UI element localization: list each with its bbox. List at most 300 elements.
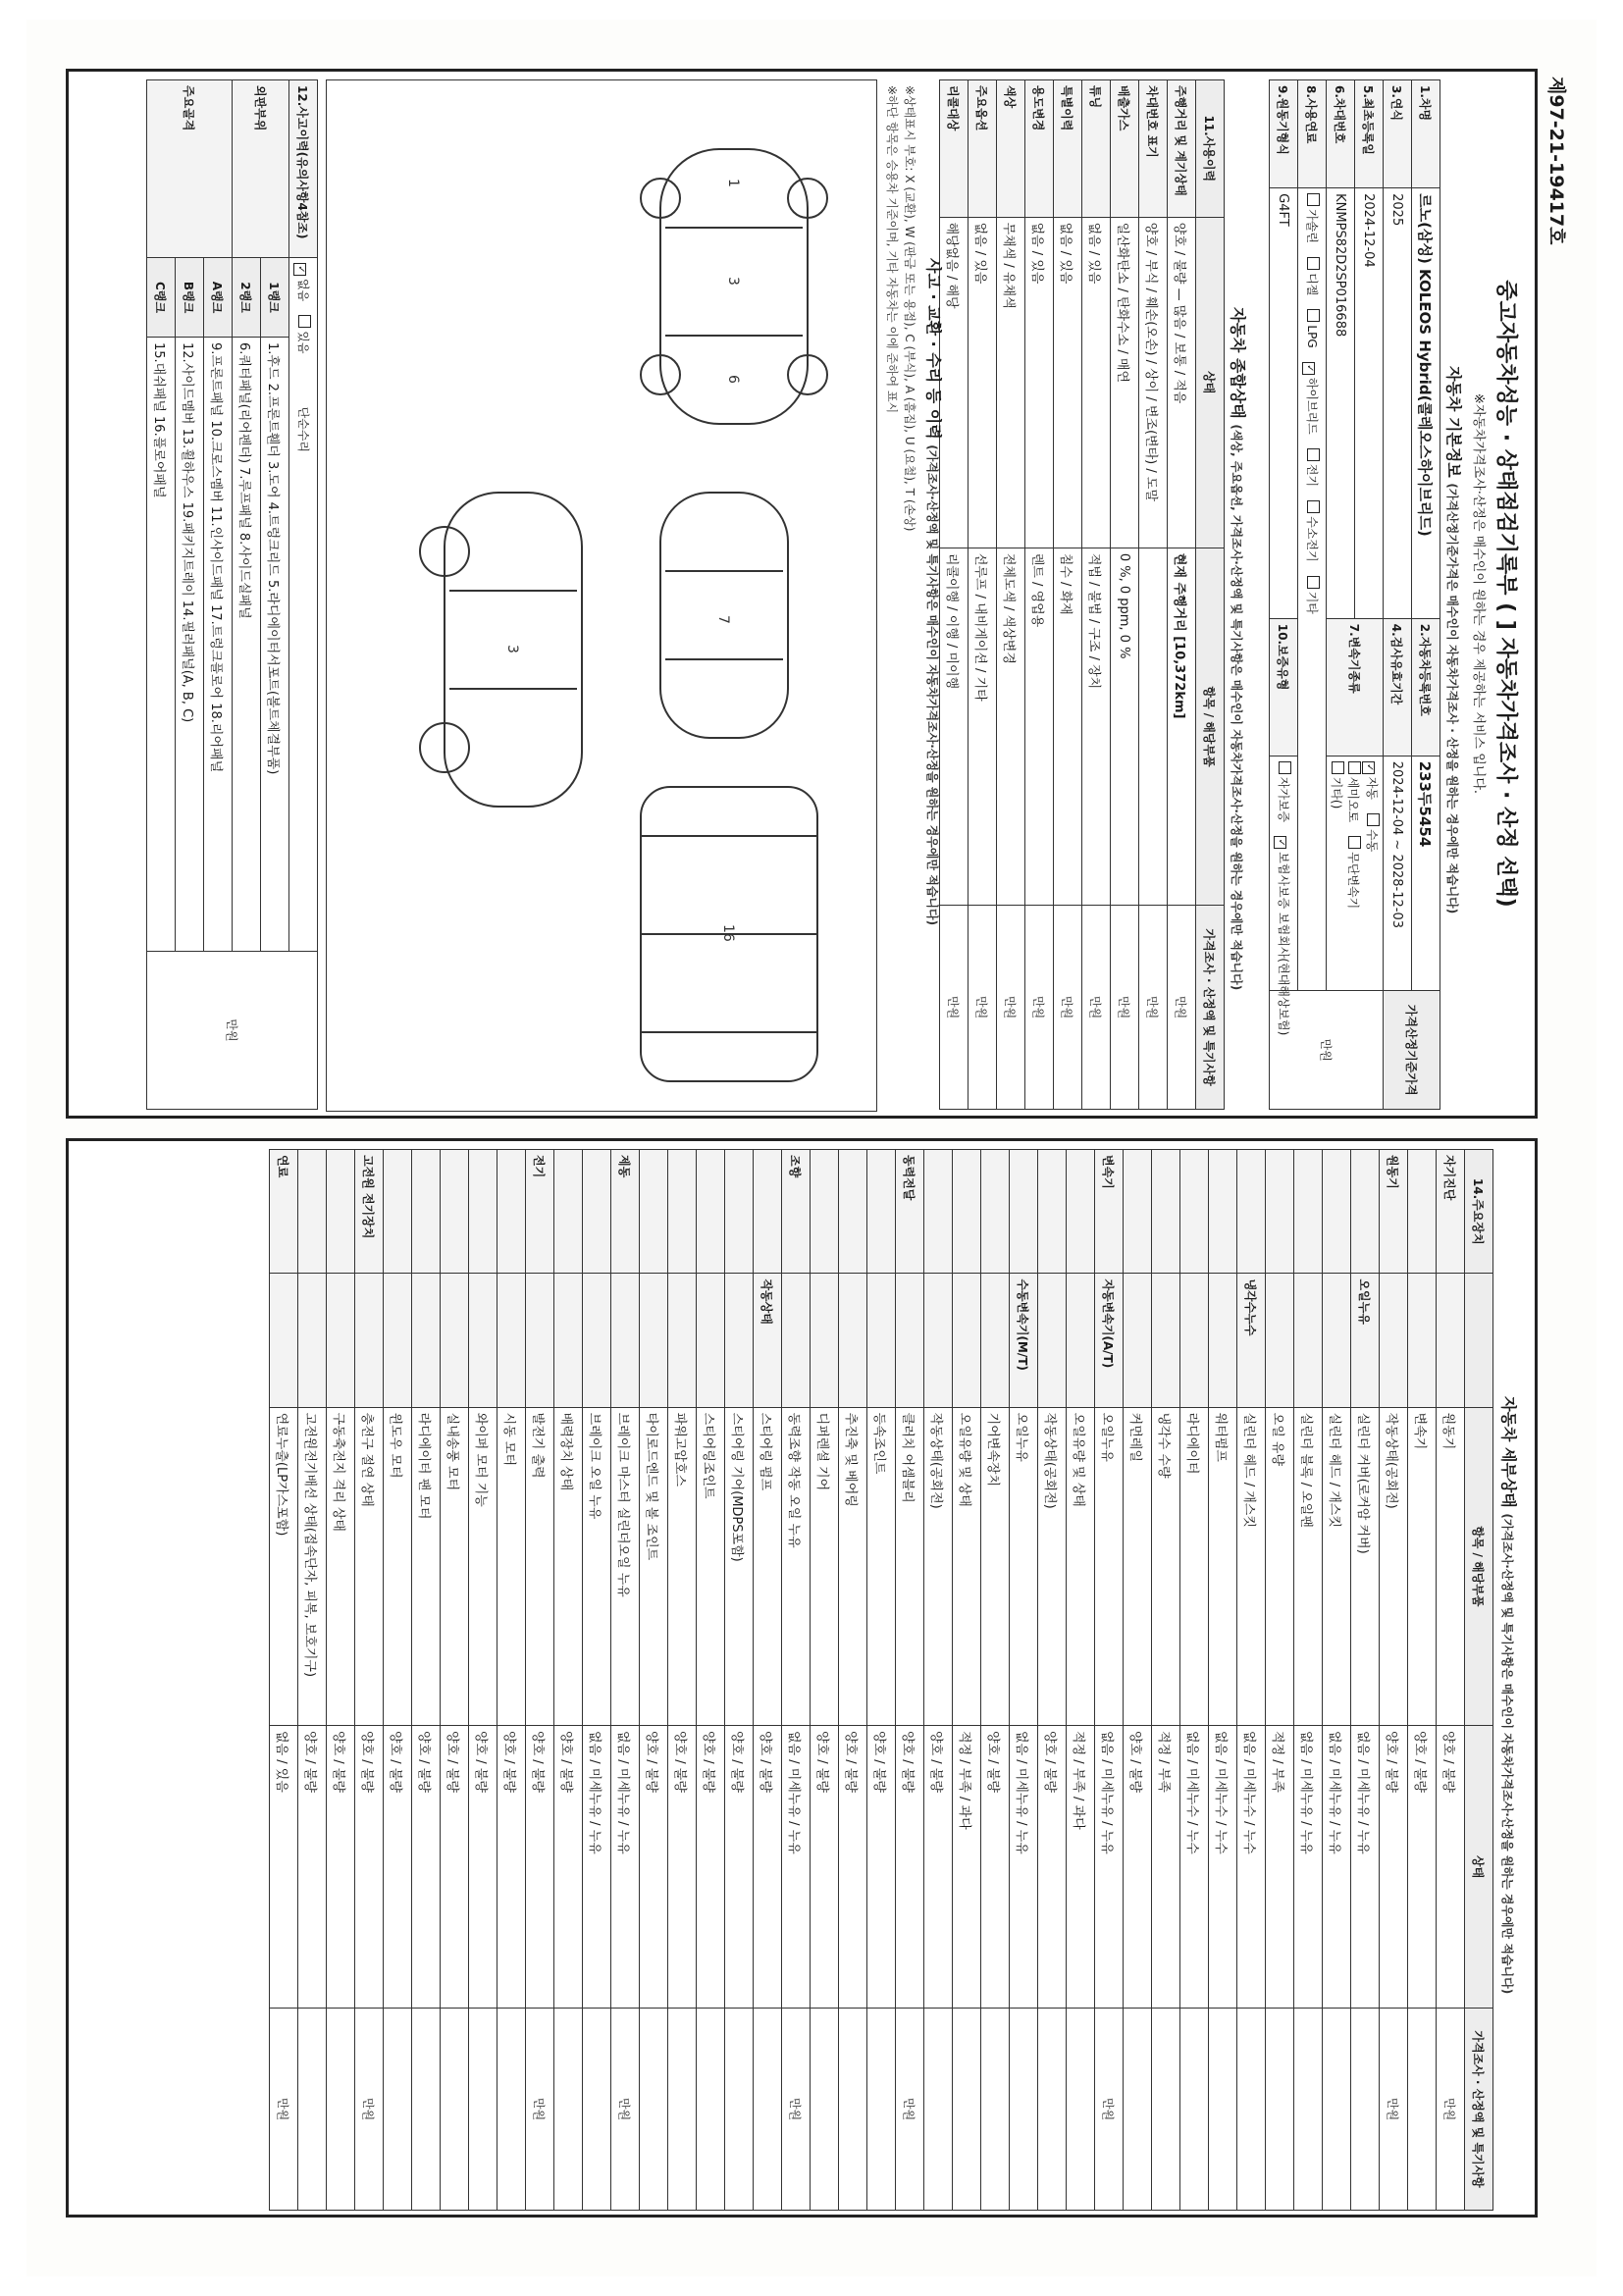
detail-sub: [1380, 1274, 1408, 1407]
detail-sub: [1152, 1274, 1180, 1407]
row-detail: 적법 / 불법 / 구조 / 장치: [1082, 548, 1111, 905]
row-price: 만원: [1168, 906, 1196, 1110]
detail-status[interactable]: 없음 / 미세누수 / 누수: [1237, 1726, 1266, 2009]
table-row: [782, 1150, 811, 2211]
legend-line-1: ※상태표시 부호: X (교환), W (판금 또는 용접), C (부식), A (흠집), U (요철), T (손상): [903, 85, 916, 532]
table-row: [1139, 80, 1168, 1110]
detail-sub: [1266, 1274, 1294, 1407]
row-label: 리콜대상: [940, 80, 969, 218]
table-row: [969, 80, 997, 1110]
detail-status[interactable]: 양호 / 불량: [981, 1726, 1010, 2009]
detail-status[interactable]: 없음 / 미세누수 / 누수: [1180, 1726, 1209, 2009]
row-price: 만원: [969, 906, 997, 1110]
detail-status[interactable]: 양호 / 불량: [668, 1726, 697, 2009]
checkbox-self-warranty[interactable]: [1280, 761, 1292, 774]
opt-label: 세미오토: [1346, 776, 1360, 823]
opt-label: LPG: [1305, 325, 1320, 348]
detail-unit: 만원: [1437, 2009, 1465, 2211]
detail-item: 워터펌프: [1209, 1407, 1237, 1725]
detail-status[interactable]: 없음 / 미세누유 / 누유: [782, 1726, 811, 2009]
detail-item: 동력조향 작동 오일 누유: [782, 1407, 811, 1725]
detail-group: [1351, 1150, 1380, 1274]
table-row: [583, 1150, 611, 2211]
basic-label-7: 7.변속기종류: [1327, 618, 1384, 756]
detail-status[interactable]: 양호 / 불량: [384, 1726, 412, 2009]
detail-group: 제동: [611, 1150, 640, 1274]
table-row: [1124, 1150, 1152, 2211]
detail-item: 추진축 및 베어링: [839, 1407, 867, 1725]
basic-row: [1355, 80, 1384, 1110]
detail-unit: [1323, 2009, 1351, 2211]
detail-item: 스티어링조인트: [697, 1407, 725, 1725]
overall-note: (색상, 주요옵션, 가격조사·산정액 및 특기사항은 매수인이 자동차가격조사·산정을 원하는 경우에만 적습니다): [1230, 424, 1243, 991]
detail-status[interactable]: 없음 / 있음: [270, 1726, 298, 2009]
detail-item: 발전기 출력: [526, 1407, 554, 1725]
detail-unit: [583, 2009, 611, 2211]
checkbox-auto[interactable]: [1362, 761, 1375, 774]
row-price: 만원: [1139, 906, 1168, 1110]
detail-sub: [412, 1274, 441, 1407]
detail-status[interactable]: 적정 / 부족: [1266, 1726, 1294, 2009]
detail-sub: [1209, 1274, 1237, 1407]
checkbox-gasoline[interactable]: [1308, 193, 1321, 206]
detail-item: 오일유량 및 상태: [1067, 1407, 1095, 1725]
detail-item: 오일누유: [1095, 1407, 1124, 1725]
detail-group: [867, 1150, 896, 1274]
detail-status[interactable]: 양호 / 불량: [839, 1726, 867, 2009]
detail-group: 고전원 전기장치: [355, 1150, 384, 1274]
frame-c: C랭크: [147, 258, 176, 338]
table-row: [867, 1150, 896, 2211]
detail-unit: [953, 2009, 981, 2211]
detail-sub: 수동변속기(M/T): [1010, 1274, 1038, 1407]
detail-status[interactable]: 없음 / 미세누유 / 누유: [1351, 1726, 1380, 2009]
detail-unit: [811, 2009, 839, 2211]
detail-status[interactable]: 양호 / 불량: [1038, 1726, 1067, 2009]
detail-group: [640, 1150, 668, 1274]
frame-c-parts: 15.대쉬패널 16.플로어패널: [147, 338, 176, 952]
detail-group: [1294, 1150, 1323, 1274]
checkbox-electric[interactable]: [1308, 448, 1321, 461]
table-row: [1054, 80, 1082, 1110]
detail-status[interactable]: 양호 / 불량: [1380, 1726, 1408, 2009]
detail-sub: [1067, 1274, 1095, 1407]
detail-unit: [412, 2009, 441, 2211]
detail-item: 파워고압호스: [668, 1407, 697, 1725]
checkbox-accident-some[interactable]: [299, 315, 312, 328]
table-row: [640, 1150, 668, 2211]
table-row: [725, 1150, 754, 2211]
table-row: [896, 1150, 924, 2211]
detail-status[interactable]: 없음 / 미세누유 / 누유: [583, 1726, 611, 2009]
detail-group: [1152, 1150, 1180, 1274]
detail-group: 변속기: [1095, 1150, 1124, 1274]
detail-unit: [754, 2009, 782, 2211]
detail-sub: [1437, 1274, 1465, 1407]
detail-sub: [953, 1274, 981, 1407]
row-price: 만원: [1082, 906, 1111, 1110]
detail-status[interactable]: 양호 / 불량: [327, 1726, 355, 2009]
opt-label: 무단변속기: [1346, 852, 1360, 910]
row-detail: 0 %, 0 ppm, 0 %: [1111, 548, 1139, 905]
detail-item: 브레이크 마스터 실린더오일 누유: [611, 1407, 640, 1725]
basic-row: [1270, 80, 1298, 1110]
overall-title-text: 자동차 종합상태: [1229, 307, 1247, 419]
table-row: [1082, 80, 1111, 1110]
detail-status[interactable]: 양호 / 불량: [640, 1726, 668, 2009]
detail-unit: [327, 2009, 355, 2211]
detail-sub: [1294, 1274, 1323, 1407]
detail-sub: [298, 1274, 327, 1407]
detail-item: 와이퍼 모터 기능: [469, 1407, 497, 1725]
detail-unit: [640, 2009, 668, 2211]
detail-unit: 만원: [526, 2009, 554, 2211]
basic-value-4: 2024-12-04 ~ 2028-12-03: [1384, 756, 1412, 991]
detail-item: 오일누유: [1010, 1407, 1038, 1725]
detail-status[interactable]: 양호 / 불량: [924, 1726, 953, 2009]
row-price: 만원: [1025, 906, 1054, 1110]
detail-unit: [1010, 2009, 1038, 2211]
detail-unit: [469, 2009, 497, 2211]
checkbox-lpg[interactable]: [1308, 309, 1321, 322]
row-price: 만원: [1054, 906, 1082, 1110]
detail-unit: [1124, 2009, 1152, 2211]
detail-sub: [526, 1274, 554, 1407]
detail-unit: [981, 2009, 1010, 2211]
row-detail: 현재 주행거리 [10,372km]: [1168, 548, 1196, 905]
frame-a-parts: 9.프론트패널 10.크로스멤버 11.인사이드패널 17.트렁크플로어 18.리어패널: [204, 338, 233, 952]
main-frame-label: 주요골격: [147, 80, 233, 258]
table-row: [981, 1150, 1010, 2211]
detail-sub: [924, 1274, 953, 1407]
detail-sub: 자동변속기(A/T): [1095, 1274, 1124, 1407]
detail-group: [441, 1150, 469, 1274]
detail-group: [981, 1150, 1010, 1274]
detail-sub: [1124, 1274, 1152, 1407]
basic-row: [1412, 80, 1440, 1110]
detail-status[interactable]: 적정 / 부족 / 과다: [953, 1726, 981, 2009]
opt-label: 있음: [296, 331, 311, 354]
row-status: 없음 / 있음: [1054, 217, 1082, 548]
detail-unit: 만원: [270, 2009, 298, 2211]
detail-status[interactable]: 양호 / 불량: [1408, 1726, 1437, 2009]
detail-table: [269, 1149, 1493, 2211]
detail-status[interactable]: 없음 / 미세누수 / 누수: [1209, 1726, 1237, 2009]
detail-status[interactable]: 양호 / 불량: [1437, 1726, 1465, 2009]
detail-sub: [611, 1274, 640, 1407]
detail-sub: [270, 1274, 298, 1407]
detail-unit: [697, 2009, 725, 2211]
detail-unit: 만원: [611, 2009, 640, 2211]
main-subnote: ※자동차가격조사·산정은 매수인이 원하는 경우 제공하는 서비스 입니다.: [1471, 392, 1486, 795]
detail-unit: [497, 2009, 526, 2211]
detail-status[interactable]: 양호 / 불량: [526, 1726, 554, 2009]
checkbox-cvt[interactable]: [1348, 836, 1361, 849]
detail-group: [1067, 1150, 1095, 1274]
opt-label: 자가보증: [1277, 776, 1291, 823]
table-row: [327, 1150, 355, 2211]
table-row: [997, 80, 1025, 1110]
detail-status[interactable]: 양호 / 불량: [896, 1726, 924, 2009]
outer-label: 외판부위: [233, 80, 289, 258]
detail-group: [1209, 1150, 1237, 1274]
detail-item: 작동상태(공회전): [1038, 1407, 1067, 1725]
part-num: 1: [725, 179, 741, 187]
table-row: [1180, 1150, 1209, 2211]
detail-sub: [384, 1274, 412, 1407]
opt-label: 디젤: [1305, 273, 1320, 296]
basic-value-2: 233두5454: [1412, 756, 1440, 991]
detail-item: 클러치 어셈블리: [896, 1407, 924, 1725]
detail-status[interactable]: 양호 / 불량: [811, 1726, 839, 2009]
row-detail: [1139, 548, 1168, 905]
part-num: 3: [504, 645, 520, 653]
detail-item: 디퍼렌셜 기어: [811, 1407, 839, 1725]
opt-label: 없음: [296, 279, 311, 302]
part-num: 6: [725, 375, 741, 384]
opt-label: 기타(): [1330, 776, 1343, 809]
detail-group: [1180, 1150, 1209, 1274]
table-row: [298, 1150, 327, 2211]
detail-group: 연료: [270, 1150, 298, 1274]
detail-item: 브레이크 오일 누유: [583, 1407, 611, 1725]
opt-label: 가솔린: [1305, 209, 1320, 243]
detail-item: 등속조인트: [867, 1407, 896, 1725]
detail-group: [327, 1150, 355, 1274]
detail-group: 원동기: [1380, 1150, 1408, 1274]
detail-status[interactable]: 양호 / 불량: [355, 1726, 384, 2009]
detail-group: [811, 1150, 839, 1274]
detail-status[interactable]: 없음 / 미세누유 / 누유: [611, 1726, 640, 2009]
detail-unit: [1152, 2009, 1180, 2211]
detail-unit: [441, 2009, 469, 2211]
detail-unit: [725, 2009, 754, 2211]
overall-title: [1228, 307, 1250, 990]
detail-group: [1124, 1150, 1152, 1274]
detail-status[interactable]: 없음 / 미세누유 / 누유: [1323, 1726, 1351, 2009]
detail-item: 실린더 커버(로커암 커버): [1351, 1407, 1380, 1725]
detail-item: 스티어링 기어(MDPS포함): [725, 1407, 754, 1725]
detail-item: 오일 유량: [1266, 1407, 1294, 1725]
table-row: [811, 1150, 839, 2211]
checkbox-fuel-other[interactable]: [1308, 576, 1321, 589]
detail-status[interactable]: 양호 / 불량: [441, 1726, 469, 2009]
fuel-options: [1298, 188, 1327, 991]
detail-col-price: 가격조사 · 산정액 및 특기사항: [1465, 2009, 1493, 2211]
row-status: 없음 / 있음: [1082, 217, 1111, 548]
detail-group: [1266, 1150, 1294, 1274]
detail-group: [697, 1150, 725, 1274]
detail-status[interactable]: 양호 / 불량: [867, 1726, 896, 2009]
detail-item: 충전구 절연 상태: [355, 1407, 384, 1725]
detail-group: [298, 1150, 327, 1274]
detail-unit: [839, 2009, 867, 2211]
table-row: [1152, 1150, 1180, 2211]
detail-status[interactable]: 적정 / 부족 / 과다: [1067, 1726, 1095, 2009]
detail-unit: [1038, 2009, 1067, 2211]
row-price: 만원: [940, 906, 969, 1110]
detail-unit: [384, 2009, 412, 2211]
table-row: [384, 1150, 412, 2211]
detail-sub: [583, 1274, 611, 1407]
basic-label-1: 1.차명: [1412, 80, 1440, 188]
checkbox-diesel[interactable]: [1308, 257, 1321, 270]
detail-unit: [1266, 2009, 1294, 2211]
detail-status[interactable]: 적정 / 부족: [1152, 1726, 1180, 2009]
detail-status[interactable]: 양호 / 불량: [697, 1726, 725, 2009]
table-row: [526, 1150, 554, 2211]
detail-item: 구동축전지 격리 상태: [327, 1407, 355, 1725]
detail-sub: 냉각수누수: [1237, 1274, 1266, 1407]
table-row: [1294, 1150, 1323, 2211]
detail-col-status: 상태: [1465, 1726, 1493, 2009]
accident-label: 12.사고이력(유의사항4참조): [289, 80, 318, 258]
detail-sub: 오일누유: [1351, 1274, 1380, 1407]
row-label: 튜닝: [1082, 80, 1111, 218]
detail-status[interactable]: 없음 / 미세누유 / 누유: [1294, 1726, 1323, 2009]
table-row: [469, 1150, 497, 2211]
detail-status[interactable]: 없음 / 미세누유 / 누유: [1095, 1726, 1124, 2009]
detail-header-row: [1465, 1150, 1493, 2211]
row-price: 만원: [997, 906, 1025, 1110]
detail-item: 원동기: [1437, 1407, 1465, 1725]
frame-b-parts: 12.사이드멤버 13.휠하우스 19.패키지트레이 14.필러패널(A, B, C): [176, 338, 204, 952]
table-row: [1111, 80, 1139, 1110]
price-value: 만원: [1270, 991, 1384, 1110]
document-number: 제97-21-19417호: [1545, 77, 1567, 245]
row-detail: 렌트 / 영업용: [1025, 548, 1054, 905]
detail-sub: [811, 1274, 839, 1407]
basic-value-6: KNMPS82D2SP016688: [1327, 188, 1355, 619]
overall-col-use: 11.사용이력: [1196, 80, 1225, 218]
detail-sub: [441, 1274, 469, 1407]
table-row: [1380, 1150, 1408, 2211]
detail-group: [1323, 1150, 1351, 1274]
engine-label: 9.원동기형식: [1270, 80, 1298, 188]
row-status: 일산화탄소 / 탄화수소 / 매연: [1111, 217, 1139, 548]
checkbox-hybrid[interactable]: [1303, 362, 1316, 375]
outer-rank1-parts: 1.후드 2.프론트휀더 3.도어 4.트렁크리드 5.라디에이터서포트(볼트체결부품): [261, 338, 289, 952]
detail-item: 기어변속장치: [981, 1407, 1010, 1725]
engine-value: G4FT: [1270, 188, 1298, 619]
detail-col-item: 항목 / 해당부품: [1465, 1407, 1493, 1725]
row-label: 주행거리 및 계기상태: [1168, 80, 1196, 218]
detail-status[interactable]: 양호 / 불량: [412, 1726, 441, 2009]
detail-status[interactable]: 양호 / 불량: [298, 1726, 327, 2009]
row-detail: 침수 / 화재: [1054, 548, 1082, 905]
detail-status[interactable]: 양호 / 불량: [1124, 1726, 1152, 2009]
row-status: 없음 / 있음: [969, 217, 997, 548]
basic-info-table: [1269, 79, 1440, 1110]
detail-sub: [896, 1274, 924, 1407]
table-row: [953, 1150, 981, 2211]
detail-title-text: 자동차 세부상태: [1499, 1396, 1518, 1508]
transmission-options: [1327, 756, 1384, 991]
table-row: [1168, 80, 1196, 1110]
table-row: [441, 1150, 469, 2211]
checkbox-hydrogen[interactable]: [1308, 500, 1321, 513]
price-label: 가격산정기준가격: [1384, 991, 1440, 1110]
detail-item: 실린더 블록 / 오일팬: [1294, 1407, 1323, 1725]
detail-item: 스티어링 펌프: [754, 1407, 782, 1725]
frame-a: A랭크: [204, 258, 233, 338]
table-row: [1437, 1150, 1465, 2211]
checkbox-manual[interactable]: [1367, 813, 1380, 826]
detail-sub: [1408, 1274, 1437, 1407]
frame-b: B랭크: [176, 258, 204, 338]
row-status: 양호 / 불량 — 많음 / 보통 / 적음: [1168, 217, 1196, 548]
row-label: 색상: [997, 80, 1025, 218]
detail-status[interactable]: 없음 / 미세누유 / 누유: [1010, 1726, 1038, 2009]
detail-item: 변속기: [1408, 1407, 1437, 1725]
accident-title: [923, 258, 946, 925]
detail-status[interactable]: 양호 / 불량: [497, 1726, 526, 2009]
outer-rank2-parts: 6.쿼터패널(리어펜더) 7.루프패널 8.사이드실패널: [233, 338, 261, 952]
detail-unit: [1294, 2009, 1323, 2211]
overall-col-price: 가격조사 · 산정액 및 특기사항: [1196, 906, 1225, 1110]
detail-sub: [697, 1274, 725, 1407]
basic-label-2: 2.자동차등록번호: [1412, 618, 1440, 756]
table-row: [1266, 1150, 1294, 2211]
row-status: 없음 / 있음: [1025, 217, 1054, 548]
detail-status[interactable]: 양호 / 불량: [754, 1726, 782, 2009]
detail-sub: [355, 1274, 384, 1407]
car-diagram: [326, 79, 877, 1112]
detail-group: [412, 1150, 441, 1274]
detail-item: 라디에이터 팬 모터: [412, 1407, 441, 1725]
detail-unit: 만원: [896, 2009, 924, 2211]
detail-group: 자기진단: [1437, 1150, 1465, 1274]
outer-rank1: 1랭크: [261, 258, 289, 338]
basic-label-6: 6.차대번호: [1327, 80, 1355, 188]
detail-sub: [867, 1274, 896, 1407]
checkbox-semi[interactable]: [1348, 761, 1361, 774]
table-row: [697, 1150, 725, 2211]
accident-note: (가격조사·산정액 및 특기사항은 매수인이 자동차가격조사·산정을 원하는 경우에만 적습니다): [925, 444, 939, 926]
opt-label: 하이브리드: [1305, 377, 1320, 435]
detail-unit: [1237, 2009, 1266, 2211]
checkbox-insurance-warranty[interactable]: [1275, 836, 1287, 849]
detail-status[interactable]: 양호 / 불량: [554, 1726, 583, 2009]
basic-label-4: 4.검사유효기간: [1384, 618, 1412, 756]
row-detail: 리콜이행 / 이행 / 미이행: [940, 548, 969, 905]
table-row: [270, 1150, 298, 2211]
table-row: [668, 1150, 697, 2211]
row-label: 특별이력: [1054, 80, 1082, 218]
basic-info-title: [1443, 366, 1466, 913]
detail-sub: [725, 1274, 754, 1407]
detail-item: 라디에이터: [1180, 1407, 1209, 1725]
detail-group: [1010, 1150, 1038, 1274]
detail-item: 작동상태(공회전): [1380, 1407, 1408, 1725]
detail-status[interactable]: 양호 / 불량: [469, 1726, 497, 2009]
detail-status[interactable]: 양호 / 불량: [725, 1726, 754, 2009]
basic-label-5: 5.최초등록일: [1355, 80, 1384, 188]
main-title: 중고자동차성능 · 상태점검기록부 ( ] 자동차가격조사 · 산정 선택): [1493, 280, 1518, 908]
detail-unit: [1351, 2009, 1380, 2211]
detail-title: [1498, 1396, 1521, 1994]
detail-sub: [640, 1274, 668, 1407]
detail-note: (가격조사·산정액 및 특기사항은 매수인이 자동차가격조사·산정을 원하는 경우에만 적습니다): [1500, 1513, 1514, 1995]
detail-group: [754, 1150, 782, 1274]
basic-info-title-text: 자동차 기본정보: [1444, 366, 1463, 478]
checkbox-other[interactable]: [1332, 761, 1344, 774]
basic-value-1: 르노(삼성) KOLEOS Hybrid(콜레오스하이브리드): [1412, 188, 1440, 619]
checkbox-accident-none[interactable]: [294, 263, 307, 276]
detail-item: 타이로드엔드 및 볼 조인트: [640, 1407, 668, 1725]
overall-col-item: 항목 / 해당부품: [1196, 548, 1225, 905]
basic-info-note: (가격산정기준가격은 매수인이 자동차가격조사 · 산정을 원하는 경우에만 적습니다): [1445, 483, 1459, 914]
